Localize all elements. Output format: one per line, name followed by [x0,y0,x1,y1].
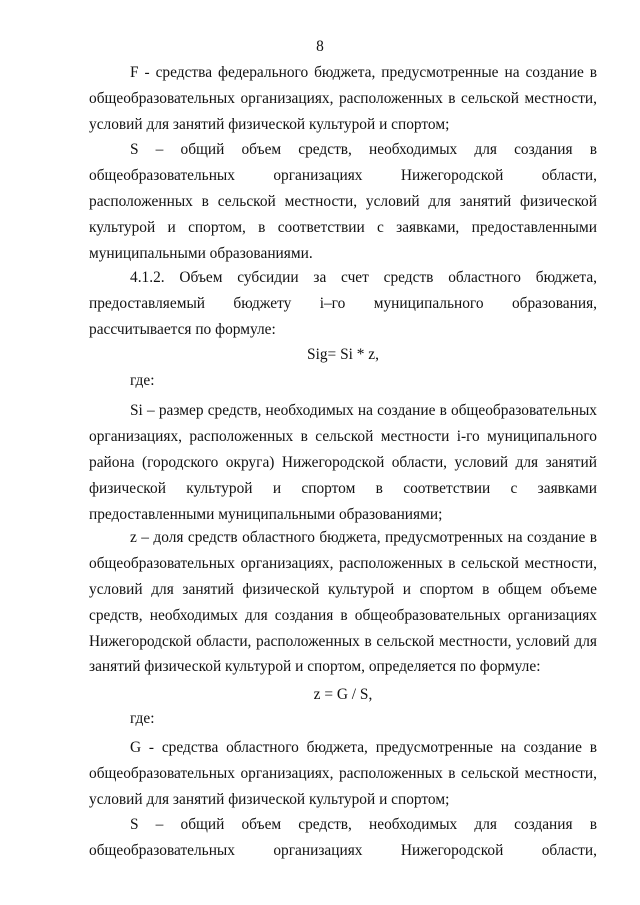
text-line: рассчитывается по формуле: [89,320,276,338]
where-label [89,368,597,394]
text-line: F - средства федерального бюджета, предусмотренные на создание в [130,64,597,81]
definition-s [89,137,597,266]
text-line: общеобразовательных организациях Нижегородской области, [89,166,597,184]
text-line: S – общий объем средств, необходимых для создания в [130,141,597,158]
definition-z [89,525,597,680]
text-line: S – общий объем средств, необходимых для создания в [130,816,597,833]
text-line: условий для занятий физической культурой и спортом в общем объеме [89,580,597,598]
text-line: Нижегородской области, расположенных в сельской местности, условий для [89,632,597,650]
text-line: условий для занятий физической культурой и спортом; [89,115,450,133]
formula-line: Sig= Si * z, [307,346,379,363]
text-line: общеобразовательных организациях, расположенных в сельской местности, [89,764,597,782]
formula-sig [89,342,597,368]
definition-si [89,398,597,527]
text-line: 4.1.2. Объем субсидии за счет средств областного бюджета, [130,269,597,286]
text-line: общеобразовательных организациях, расположенных в сельской местности, [89,554,597,572]
definition-f [89,60,597,138]
text-line: Si – размер средств, необходимых на создание в общеобразовательных [130,402,597,419]
text-line: муниципальными образованиями. [89,244,313,262]
text-line: предоставляемый бюджету i–го муниципального образования, [89,294,597,312]
definition-g [89,735,597,813]
text-line: занятий физической культурой и спортом, определяется по формуле: [89,658,541,676]
text-line: физической культурой и спортом в соответствии с заявками [89,479,597,497]
text-line: средств, необходимых для создания в общеобразовательных организациях [89,606,597,624]
text-line: условий для занятий физической культурой и спортом; [89,790,450,808]
text-line: культурой и спортом, в соответствии с заявками, предоставленными [89,218,597,236]
text-line: расположенных в сельской местности, условий для занятий физической [89,192,597,210]
formula-line: z = G / S, [313,686,373,703]
formula-z [89,682,597,708]
text-line: предоставленными муниципальными образованиями; [89,505,443,523]
where-label [89,706,597,732]
text-line: где: [130,372,155,389]
text-line: где: [130,710,155,727]
text-line: G - средства областного бюджета, предусмотренные на создание в [130,739,597,756]
page-number: 8 [316,38,324,55]
text-line: общеобразовательных организациях, расположенных в сельской местности, [89,89,597,107]
text-line: района (городского округа) Нижегородской области, условий для занятий [89,453,597,471]
text-line: организациях, расположенных в сельской местности i-го муниципального [89,427,597,445]
text-line: общеобразовательных организациях Нижегородской области, [89,841,597,859]
definition-s-repeat [89,812,597,864]
section-4-1-2 [89,265,597,343]
text-line: z – доля средств областного бюджета, предусмотренных на создание в [130,529,597,546]
